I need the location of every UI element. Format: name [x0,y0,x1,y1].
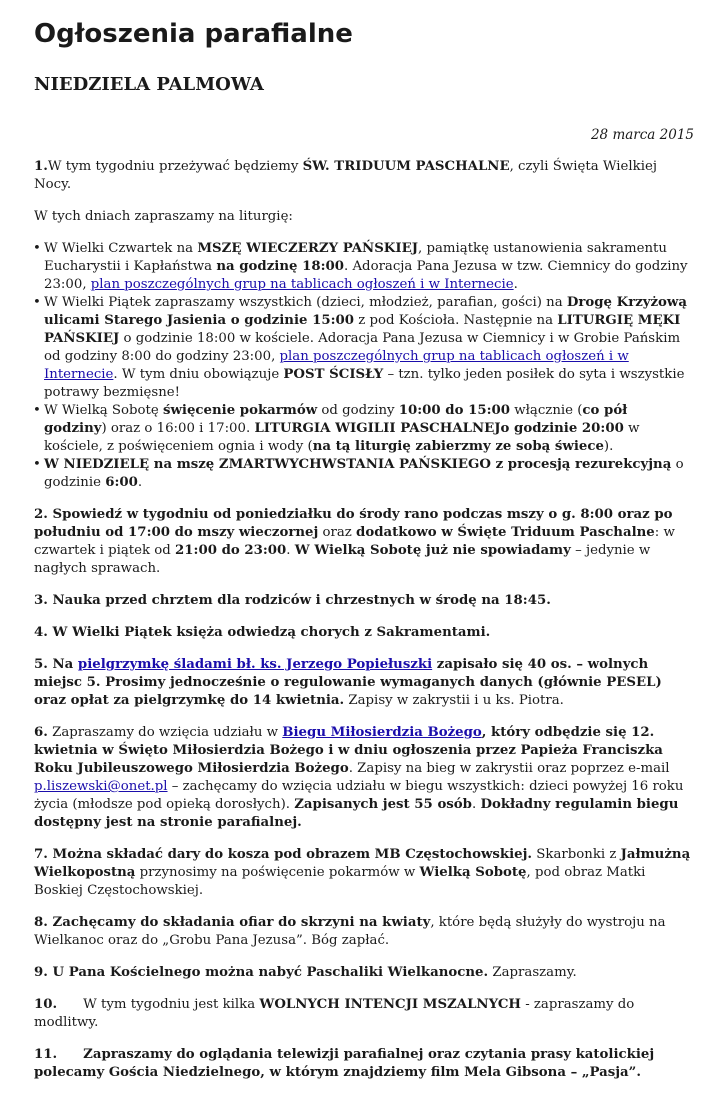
bold-text: Dokładny regulamin biegu dostępny jest na stronie parafialnej. [34,797,679,830]
bold-text: zapisało się 40 os. – wolnych miejsc 5. Prosimy jednocześnie o regulowanie wymaganych danych (głównie PESEL) oraz opłat za pielgrzymkę do 14 kwietnia. [34,657,662,708]
text: W Wielką Sobotę [44,403,163,418]
bold-text: 10:00 do 15:00 [398,403,511,418]
text: . Adoracja Pana Jezusa w tzw. Ciemnicy do godziny 23:00, [44,259,688,292]
announcement-2 [34,506,694,578]
bold-text: 8. Zachęcamy do składania ofiar do skrzyni na kwiaty [34,915,431,930]
bold-text: 7. Można składać dary do kosza pod obrazem MB Częstochowskiej. [34,847,533,862]
bold-text: 4. W Wielki Piątek księża odwiedzą chorych z Sakramentami. [34,625,491,640]
run-link[interactable]: Biegu Miłosierdzia Bożego [282,725,482,740]
announcement-11 [34,1046,694,1082]
announcement-5 [34,656,694,710]
page-title: Ogłoszenia parafialne [34,19,353,49]
announcement-10 [34,996,694,1032]
text: – zachęcamy do wzięcia udziału w biegu wszystkich: dzieci powyżej 16 roku życia (młodsze pod opieką dorosłych). [34,779,684,812]
text: o godzinie [44,457,684,490]
text: . Zapisy na bieg w zakrystii oraz poprzez e-mail [348,761,670,776]
text: : w czwartek i piątek od [34,525,675,558]
text: . [286,543,295,558]
text: przynosimy na poświęcenie pokarmów w [135,865,420,880]
announcement-date: 28 marca 2015 [590,127,694,143]
announcement-3 [34,592,694,610]
text: . [471,797,481,812]
announcement-9 [34,964,694,982]
text: z pod Kościoła. Następnie na [354,313,558,328]
text: W tym tygodniu przeżywać będziemy [47,159,303,174]
pilgrimage-link[interactable]: pielgrzymkę śladami bł. ks. Jerzego Popiełuszki [77,657,433,672]
text: ) oraz o 16:00 i 17:00. [101,421,255,436]
bold-text: POST ŚCISŁY [283,367,384,382]
text: . [513,277,518,292]
text: , pod obraz Matki Boskiej Częstochowskiej. [34,865,646,898]
text: Zapraszamy do wzięcia udziału w [47,725,283,740]
text: . W tym dniu obowiązuje [113,367,284,382]
bold-text: Zapraszamy do oglądania telewizji parafialnej oraz czytania prasy katolickiej polecamy Gościa Niedzielnego, w którym znajdziemy film Mela Gibsona – „Pasja”. [34,1047,655,1080]
text: , pamiątkę ustanowienia sakramentu Eucharystii i Kapłaństwa [44,241,667,274]
text: oraz [318,525,357,540]
schedule-link[interactable]: plan poszczególnych grup na tablicach ogłoszeń i w Internecie [44,349,629,382]
bold-text: LITURGIĘ MĘKI PAŃSKIEJ [44,313,681,346]
liturgy-item-friday [34,294,694,402]
text: – jedynie w nagłych sprawach. [34,543,651,576]
bold-text: Jałmużną Wielkopostną [34,847,691,880]
bold-text: LITURGIA WIGILII PASCHALNEJo godzinie 20:00 [254,421,624,436]
liturgy-list [34,240,694,492]
bold-text: W NIEDZIELĘ na mszę ZMARTWYCHWSTANIA PAŃSKIEGO z procesją rezurekcyjną [44,457,672,472]
bold-text: na godzinę 18:00 [216,259,344,274]
bold-text: 3. Nauka przed chrztem dla rodziców i chrzestnych w środę na 18:45. [34,593,551,608]
bold-text: 2. Spowiedź w tygodniu od poniedziałku do środy rano podczas mszy o g. 8:00 oraz po południu od 17:00 do mszy wieczornej [34,507,673,540]
text: W tym tygodniu jest kilka [83,997,260,1012]
bold-text: W Wielką Sobotę już nie spowiadamy [294,543,571,558]
text: , czyli Święta Wielkiej Nocy. [34,159,657,192]
liturgy-item-saturday [34,402,694,456]
liturgy-item-thursday [34,240,694,294]
email-link[interactable]: p.liszewski@onet.pl [34,779,168,794]
page-subtitle: NIEDZIELA PALMOWA [34,74,264,95]
bold-text: Drogę Krzyżową ulicami Starego Jasienia o godzinie 15:00 [44,295,687,328]
liturgy-intro: W tych dniach zapraszamy na liturgię: [34,209,293,224]
bold-text: Wielką Sobotę [419,865,527,880]
bold-text: , który odbędzie się 12. kwietnia w Święto Miłosierdzia Bożego i w dniu ogłoszenia przez Papieża Franciszka Roku Jubileuszowego Miłosierdzia Bożego [34,725,663,776]
announcements-body [34,158,694,1096]
bold-text: 5. Na [34,657,78,672]
bold-text: WOLNYCH INTENCJI MSZALNYCH [259,997,521,1012]
bold-text: co pół godziny [44,403,628,436]
text: w kościele, z poświęceniem ognia i wody ( [44,421,640,454]
item-number: 1. [34,159,48,174]
text: W Wielki Czwartek na [44,241,198,256]
announcement-1 [34,158,694,194]
text: ). [603,439,614,454]
liturgy-item-sunday [34,456,694,492]
bold-text: ŚW. TRIDUUM PASCHALNE [302,159,510,174]
text: - zapraszamy do modlitwy. [34,997,635,1030]
text: włącznie ( [510,403,583,418]
announcement-4 [34,624,694,642]
bold-text: 6:00 [105,475,138,490]
bold-text: 9. U Pana Kościelnego można nabyć Paschaliki Wielkanocne. [34,965,489,980]
bold-text: dodatkowo w Święte Triduum Paschalne [356,525,655,540]
announcement-6 [34,724,694,832]
text: Zapraszamy. [488,965,577,980]
announcement-8 [34,914,694,950]
text: W Wielki Piątek zapraszamy wszystkich (dzieci, młodzież, parafian, gości) na [44,295,567,310]
text: – tzn. tylko jeden posiłek do syta i wszystkie potrawy bezmięsne! [44,367,685,400]
text: , które będą służyły do wystroju na Wielkanoc oraz do „Grobu Pana Jezusa”. Bóg zapłać. [34,915,666,948]
announcement-7 [34,846,694,900]
item-number: 10. [34,997,58,1012]
item-number: 6. [34,725,48,740]
bold-text: na tą liturgię zabierzmy ze sobą świece [312,439,604,454]
text: o godzinie 18:00 w kościele. Adoracja Pana Jezusa w Ciemnicy i w Grobie Pańskim od godziny 8:00 do godziny 23:00, [44,331,681,364]
text: Zapisy w zakrystii i u ks. Piotra. [344,693,564,708]
bold-text: Zapisanych jest 55 osób [294,797,472,812]
bold-text: święcenie pokarmów [162,403,318,418]
text: od godziny [317,403,399,418]
text: Skarbonki z [532,847,621,862]
text: . [137,475,143,490]
bold-text: 21:00 do 23:00 [175,543,287,558]
schedule-link[interactable]: plan poszczególnych grup na tablicach ogłoszeń i w Internecie [90,277,514,292]
bold-text: MSZĘ WIECZERZY PAŃSKIEJ [197,241,419,256]
item-number: 11. [34,1047,58,1062]
